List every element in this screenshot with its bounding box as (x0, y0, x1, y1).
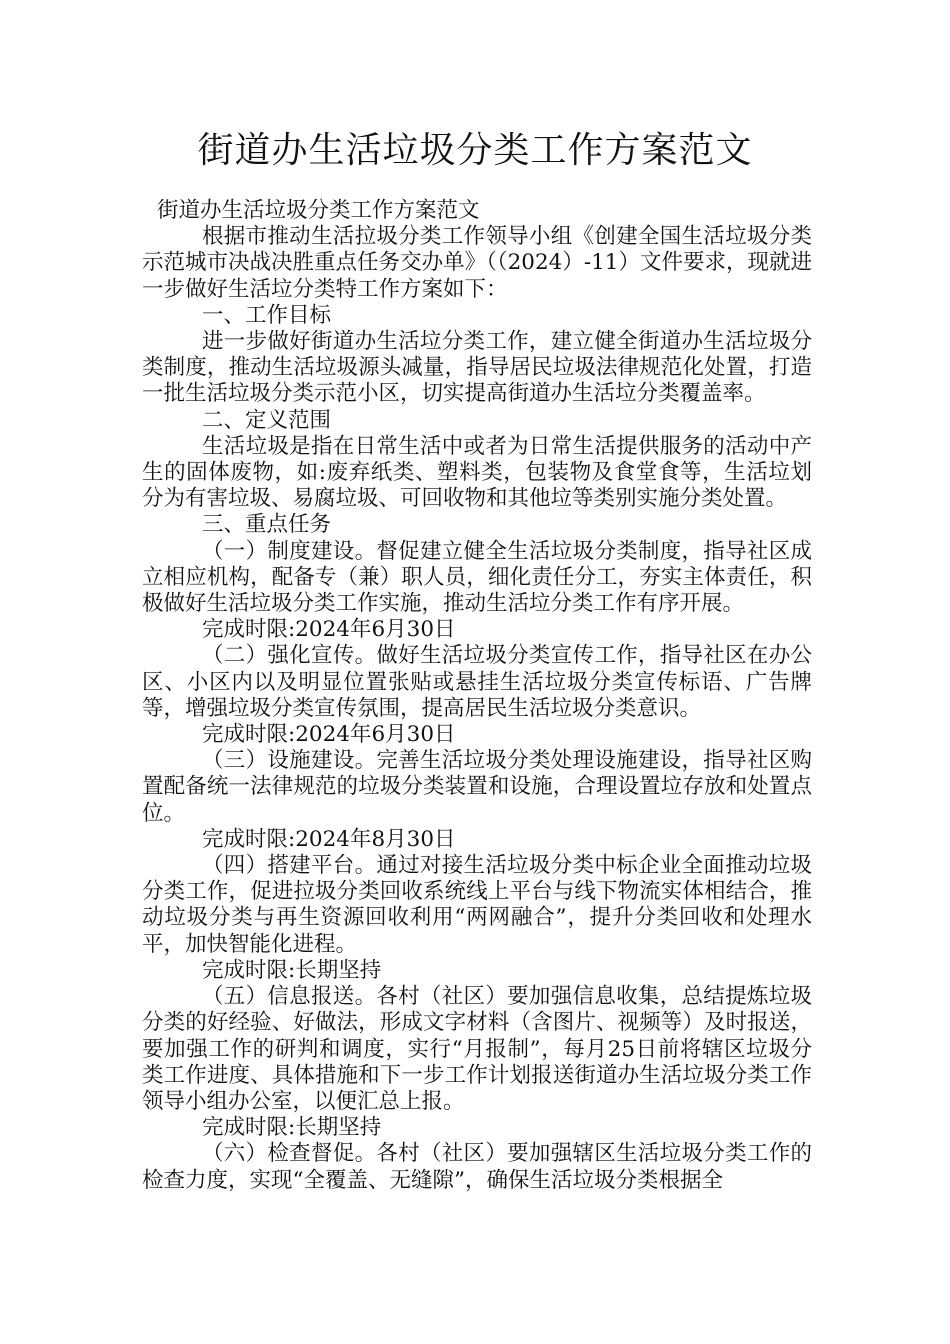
document-title: 街道办生活垃圾分类工作方案范文 (197, 130, 753, 171)
section-heading-scope: 二、定义范围 (202, 407, 332, 433)
document-body (142, 198, 812, 1194)
task-3-deadline: 完成时限:2024年8月30日 (202, 826, 456, 852)
subtitle-line: 街道办生活垃圾分类工作方案范文 (157, 198, 480, 223)
section-heading-goals: 一、工作目标 (202, 302, 332, 328)
goals-paragraph: 进一步做好街道办生活垃分类工作，建立健全街道办生活垃圾分类制度，推动生活垃圾源头减量，指导居民垃圾法律规范化处置，打造一批生活垃圾分类示范小区，切实提高街道办生活垃分类覆盖率。 (142, 329, 812, 407)
task-4-deadline: 完成时限:长期坚持 (202, 957, 382, 983)
task-6-paragraph: （六）检查督促。各村（社区）要加强辖区生活垃圾分类工作的检查力度，实现“全覆盖、无缝隙”，确保生活垃圾分类根据全 (142, 1141, 812, 1193)
task-1-paragraph: （一）制度建设。督促建立健全生活垃圾分类制度，指导社区成立相应机构，配备专（兼）职人员，细化责任分工，夯实主体责任，积极做好生活垃圾分类工作实施，推动生活垃分类工作有序开展。 (142, 538, 812, 617)
section-heading-tasks: 三、重点任务 (202, 512, 332, 538)
task-5-paragraph: （五）信息报送。各村（社区）要加强信息收集，总结提炼垃圾分类的好经验、好做法，形成文字材料（含图片、视频等）及时报送，要加强工作的研判和调度，实行“月报制”，每月25日前将辖区垃圾分类工作进度、具体措施和下一步工作计划报送街道办生活垃圾分类工作领导小组办公室，以便汇总上报。 (142, 984, 812, 1114)
task-1-deadline: 完成时限:2024年6月30日 (202, 617, 456, 643)
task-3-paragraph: （三）设施建设。完善生活垃圾分类处理设施建设，指导社区购置配备统一法律规范的垃圾分类装置和设施，合理设置垃存放和处置点位。 (142, 748, 812, 826)
task-2-deadline: 完成时限:2024年6月30日 (202, 722, 456, 748)
scope-paragraph: 生活垃圾是指在日常生活中或者为日常生活提供服务的活动中产生的固体废物，如:废弃纸类、塑料类，包装物及食堂食等，生活垃划分为有害垃圾、易腐垃圾、可回收物和其他垃等类别实施分类处置。 (142, 433, 812, 512)
intro-paragraph: 根据市推动生活拉圾分类工作领导小组《创建全国生活垃圾分类示范城市决战决胜重点任务交办单》（（2024）-11）文件要求，现就进一步做好生活垃分类特工作方案如下： (142, 224, 812, 302)
task-2-paragraph: （二）强化宣传。做好生活垃圾分类宣传工作，指导社区在办公区、小区内以及明显位置张贴或悬挂生活垃圾分类宣传标语、广告牌等，增强垃圾分类宣传氛围，提高居民生活垃圾分类意识。 (142, 643, 812, 721)
task-4-paragraph: （四）搭建平台。通过对接生活垃圾分类中标企业全面推动垃圾分类工作，促进拉圾分类回收系统线上平台与线下物流实体相结合，推动垃圾分类与再生资源回收利用“两网融合”，提升分类回收和处理水平，加快智能化进程。 (142, 853, 812, 957)
task-5-deadline: 完成时限:长期坚持 (202, 1115, 382, 1141)
